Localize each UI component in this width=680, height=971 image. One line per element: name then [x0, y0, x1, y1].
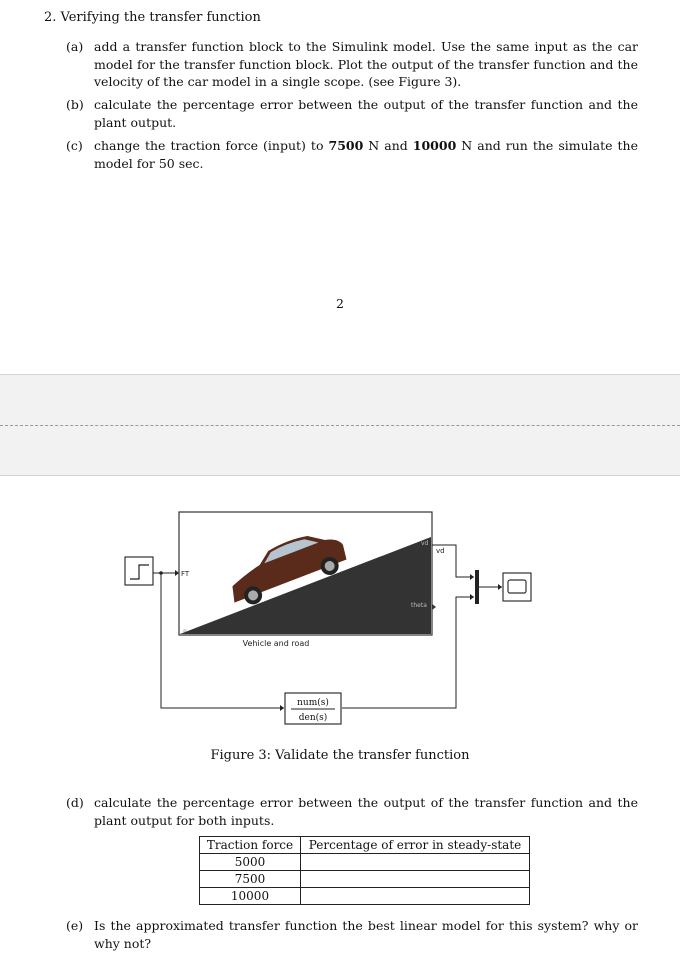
port-arrow: [432, 604, 436, 610]
section-heading: 2. Verifying the transfer function: [44, 10, 261, 25]
output-port-vd: vd: [421, 540, 429, 547]
page-break-line: [0, 425, 680, 426]
table-cell-error[interactable]: [301, 854, 530, 871]
arrow-head: [470, 574, 474, 580]
item-text-pre: change the traction force (input) to: [94, 138, 329, 153]
arrow-head: [498, 584, 502, 590]
item-label: (c): [66, 138, 83, 153]
list-item-a: [66, 38, 638, 91]
item-text-mid: N and: [363, 138, 413, 153]
ft-label: FT: [181, 570, 190, 578]
table-header-error: Percentage of error in steady-state: [301, 837, 530, 854]
item-text: add a transfer function block to the Simulink model. Use the same input as the car model for the transfer function block. Plot the output of the transfer function and the velocity of the car model in a single scope. (see Figure 3).: [94, 39, 638, 89]
table-cell-error[interactable]: [301, 888, 530, 905]
vehicle-block-label: Vehicle and road: [242, 639, 310, 648]
item-text: [94, 137, 638, 172]
table-cell-error[interactable]: [301, 871, 530, 888]
transfer-function-block[interactable]: [285, 693, 341, 724]
vd-label: vd: [436, 547, 445, 555]
list-item-d: [66, 794, 638, 829]
list-item-e: [66, 917, 638, 952]
table-header-row: [200, 837, 530, 854]
list-item-b: [66, 96, 638, 131]
vehicle-road-block[interactable]: [179, 512, 436, 635]
tf-numerator: num(s): [297, 698, 329, 708]
scope-block[interactable]: [503, 573, 531, 601]
item-label: (e): [66, 918, 84, 933]
table-row: [200, 854, 530, 871]
force-value-7500: 7500: [328, 138, 364, 153]
arrow-head: [280, 705, 284, 711]
input-port-marker: ⌀: [183, 627, 187, 634]
item-text: calculate the percentage error between the output of the transfer function and the plant output for both inputs.: [94, 795, 638, 828]
output-port-theta: theta: [411, 602, 427, 609]
mux-block[interactable]: [475, 570, 479, 604]
tf-denominator: den(s): [298, 713, 328, 723]
item-text-post: N and run the simulate the model for 50 sec.: [94, 138, 638, 171]
table-cell-force: 10000: [200, 888, 301, 905]
simulink-diagram: [118, 505, 538, 730]
item-label: (b): [66, 97, 84, 112]
table-cell-force: 5000: [200, 854, 301, 871]
table-cell-force: 7500: [200, 871, 301, 888]
figure-caption: Figure 3: Validate the transfer function: [210, 748, 470, 763]
arrow-head: [175, 570, 179, 576]
table-row: [200, 888, 530, 905]
table-row: [200, 871, 530, 888]
list-item-c: [66, 137, 638, 172]
force-value-10000: 10000: [412, 138, 457, 153]
arrow-head: [470, 594, 474, 600]
step-block[interactable]: [125, 557, 153, 585]
item-label: (d): [66, 795, 84, 810]
item-label: (a): [66, 39, 84, 54]
item-text: calculate the percentage error between the output of the transfer function and the plant output.: [94, 97, 638, 130]
item-text: Is the approximated transfer function the best linear model for this system? why or why not?: [94, 918, 638, 951]
page-number: 2: [336, 296, 344, 311]
error-table: [199, 836, 530, 905]
table-header-force: Traction force: [200, 837, 301, 854]
